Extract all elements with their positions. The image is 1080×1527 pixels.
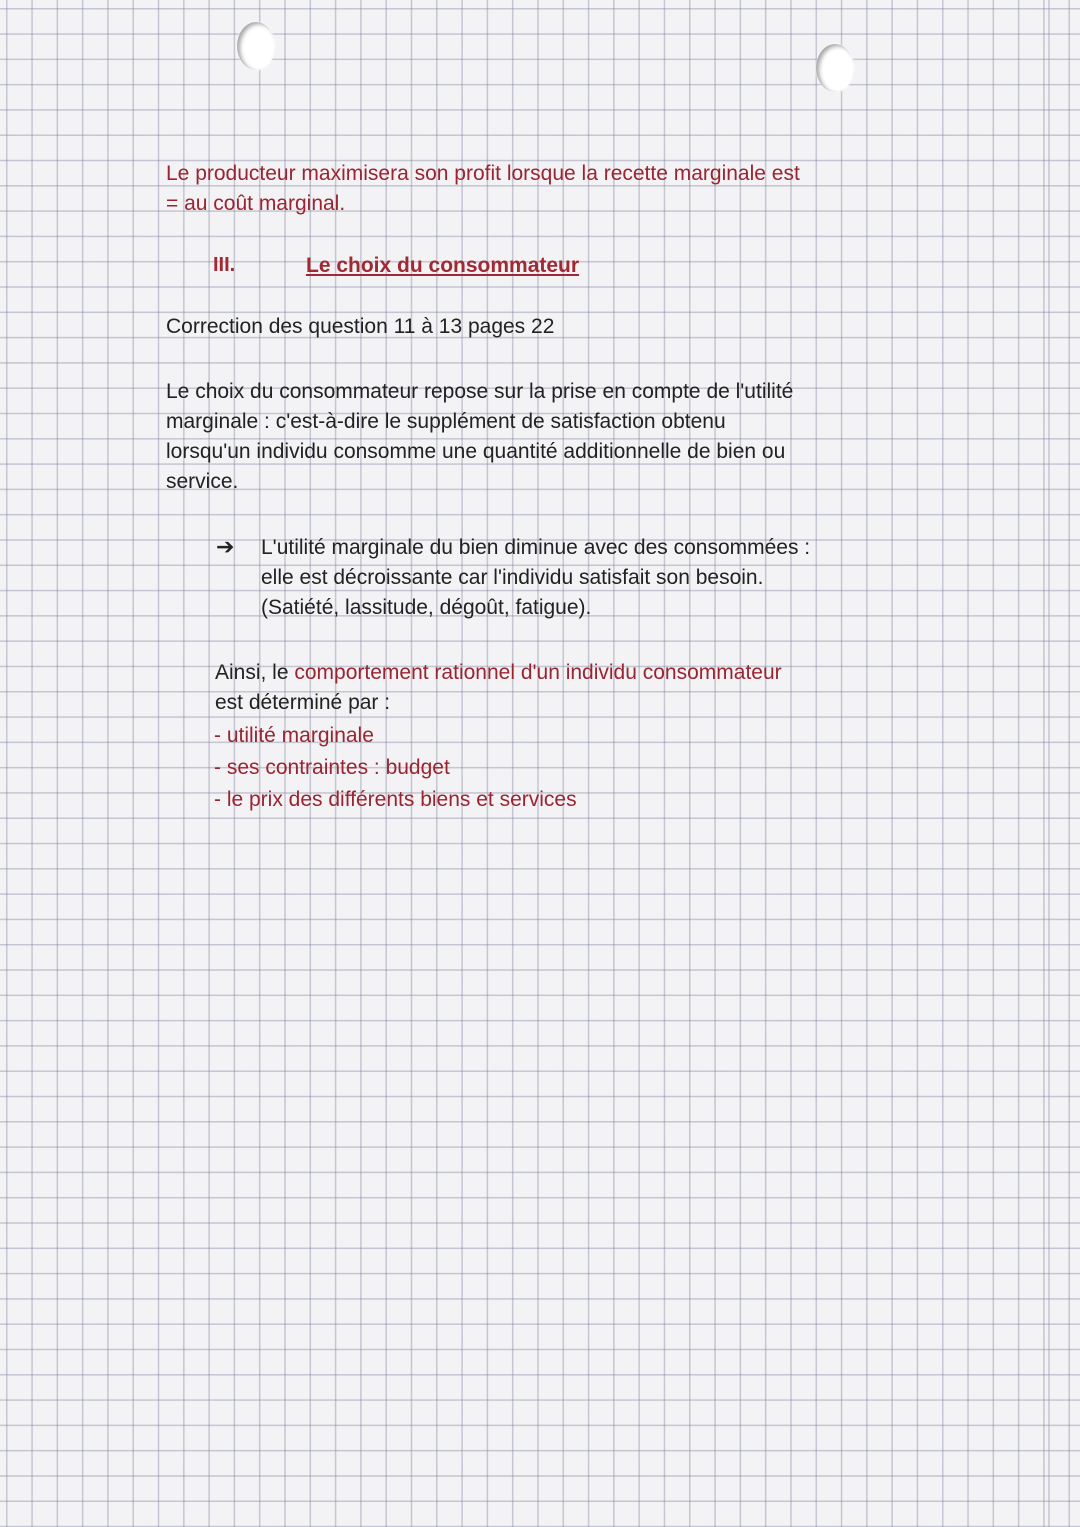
list-item: - utilité marginale (214, 724, 374, 747)
arrow-point-line: elle est décroissante car l'individu satisfait son besoin. (261, 566, 764, 589)
definition-paragraph (166, 377, 793, 497)
list-item: - ses contraintes : budget (214, 756, 450, 779)
producer-statement-line: Le producteur maximisera son profit lorsque la recette marginale est (166, 162, 800, 185)
conclusion-prefix: Ainsi, le (215, 661, 295, 684)
definition-line: service. (166, 470, 239, 493)
conclusion-line (215, 658, 782, 688)
correction-note: Correction des question 11 à 13 pages 22 (166, 315, 555, 338)
conclusion-line: est déterminé par : (215, 691, 391, 714)
margin-line (1048, 0, 1050, 1527)
arrow-point-line: (Satiété, lassitude, dégoût, fatigue). (261, 596, 592, 619)
conclusion-paragraph (215, 658, 782, 718)
producer-statement (166, 159, 800, 219)
section-title: Le choix du consommateur (306, 254, 580, 277)
definition-line: marginale : c'est-à-dire le supplément de satisfaction obtenu (166, 410, 726, 433)
arrow-point (261, 533, 810, 623)
definition-line: lorsqu'un individu consomme une quantité additionnelle de bien ou (166, 440, 786, 463)
arrow-right-icon: ➔ (216, 534, 235, 559)
section-number: III. (213, 254, 236, 276)
definition-line: Le choix du consommateur repose sur la prise en compte de l'utilité (166, 380, 794, 403)
punch-hole-right (816, 44, 854, 92)
conclusion-highlight: comportement rationnel d'un individu consommateur (294, 661, 782, 684)
producer-statement-line: = au coût marginal. (166, 192, 346, 215)
punch-hole-left (237, 22, 275, 70)
list-item: - le prix des différents biens et services (214, 788, 577, 811)
factors-list (214, 720, 577, 816)
arrow-point-line: L'utilité marginale du bien diminue avec des consommées : (261, 536, 811, 559)
